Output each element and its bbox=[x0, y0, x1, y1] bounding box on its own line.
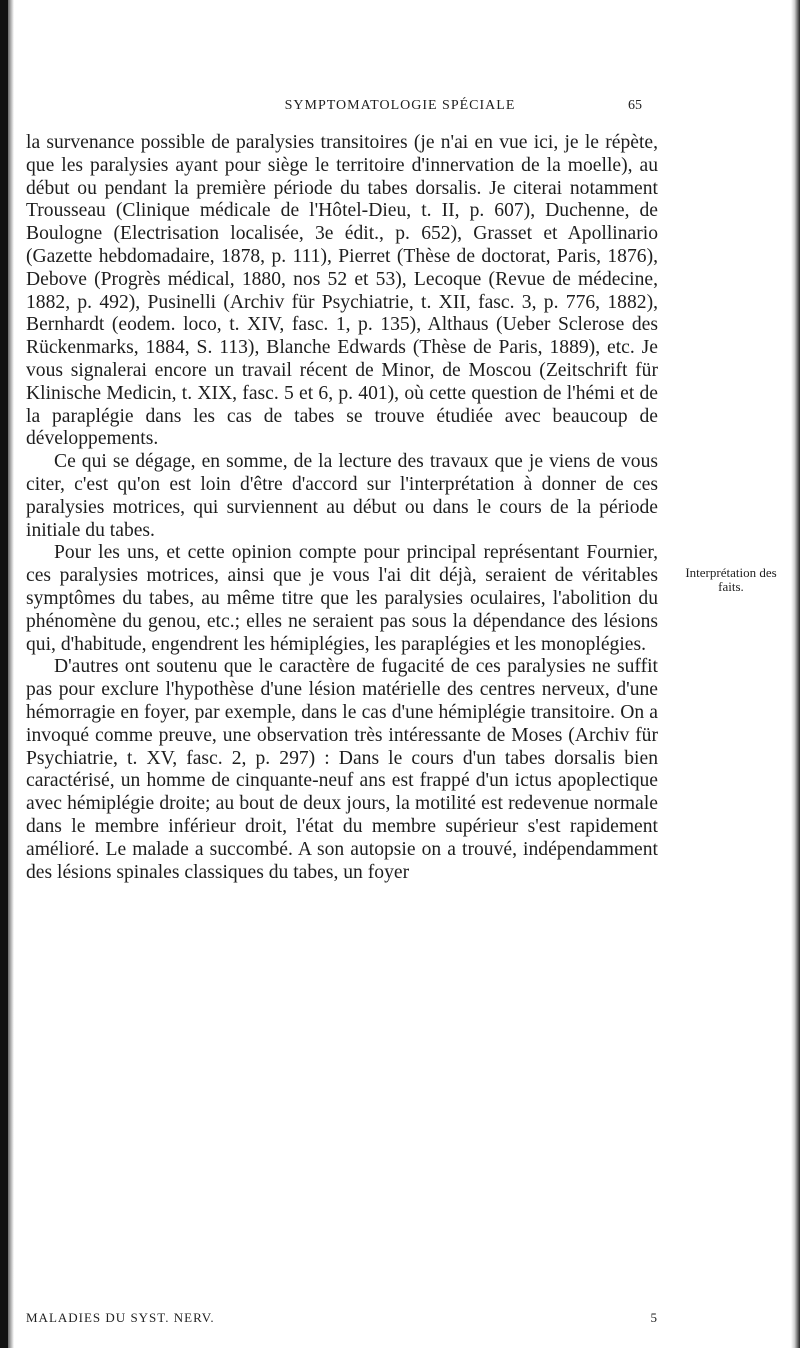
page-number: 65 bbox=[628, 98, 642, 113]
page-binding-edge bbox=[0, 0, 8, 1348]
margin-note: Interprétation des faits. bbox=[685, 565, 777, 594]
footer-signature: MALADIES DU SYST. NERV. bbox=[26, 1310, 215, 1325]
paragraph: Pour les uns, et cette opinion compte pour principal représentant Fournier, ces paralysies motrices, ainsi que je vous l'ai dit déjà, seraient de véritables symptômes du tabes, au même titre que les paralysies oculaires, l'abolition du phénomène du genou, etc.; elles ne seraient pas sous la dépendance des lésions qui, d'habitude, engendrent les hémiplégies, les paraplégies et les monoplégies. bbox=[26, 542, 658, 655]
paragraph: la survenance possible de paralysies transitoires (je n'ai en vue ici, je le répète, que les paralysies ayant pour siège le territoire d'innervation de la moelle), au début ou pendant la première période du tabes dorsalis. Je citerai notamment Trousseau (Clinique médicale de l'Hôtel-Dieu, t. II, p. 607), Duchenne, de Boulogne (Electrisation localisée, 3e édit., p. 652), Grasset et Apollinario (Gazette hebdomadaire, 1878, p. 111), Pierret (Thèse de doctorat, Paris, 1876), Debove (Progrès médical, 1880, nos 52 et 53), Lecoque (Revue de médecine, 1882, p. 492), Pusinelli (Archiv für Psychiatrie, t. XII, fasc. 3, p. 776, 1882), Bernhardt (eodem. loco, t. XIV, fasc. 1, p. 135), Althaus (Ueber Sclerose des Rückenmarks, 1884, S. 113), Blanche Edwards (Thèse de Paris, 1889), etc. Je vous signalerai encore un travail récent de Minor, de Moscou (Zeitschrift für Klinische Medicin, t. XIX, fasc. 5 et 6, p. 401), où cette question de l'hémi et de la paraplégie dans les cas de tabes se trouve étudiée avec beaucoup de développements. bbox=[26, 132, 658, 450]
page-footer bbox=[26, 1310, 658, 1328]
footer-sheet-number: 5 bbox=[650, 1310, 658, 1325]
running-title: SYMPTOMATOLOGIE SPÉCIALE bbox=[284, 98, 516, 113]
page-binding-shadow bbox=[8, 0, 14, 1348]
page-right-edge bbox=[791, 0, 800, 1348]
paragraph: Ce qui se dégage, en somme, de la lecture des travaux que je viens de vous citer, c'est qu'on est loin d'être d'accord sur l'interprétation à donner de ces paralysies motrices, qui surviennent au début ou dans le cours de la période initiale du tabes. bbox=[26, 451, 658, 541]
paragraph: D'autres ont soutenu que le caractère de fugacité de ces paralysies ne suffit pas pour exclure l'hypothèse d'une lésion matérielle des centres nerveux, d'une hémorragie en foyer, par exemple, dans le cas d'une hémiplégie transitoire. On a invoqué comme preuve, une observation très intéressante de Moses (Archiv für Psychiatrie, t. XV, fasc. 2, p. 297) : Dans le cours d'un tabes dorsalis bien caractérisé, un homme de cinquante-neuf ans est frappé d'un ictus apoplectique avec hémiplégie droite; au bout de deux jours, la motilité est redevenue normale dans le membre inférieur droit, l'état du membre supérieur s'est rapidement amélioré. Le malade a succombé. A son autopsie on a trouvé, indépendamment des lésions spinales classiques du tabes, un foyer bbox=[26, 656, 658, 883]
running-header bbox=[0, 98, 800, 118]
body-text bbox=[26, 132, 658, 884]
